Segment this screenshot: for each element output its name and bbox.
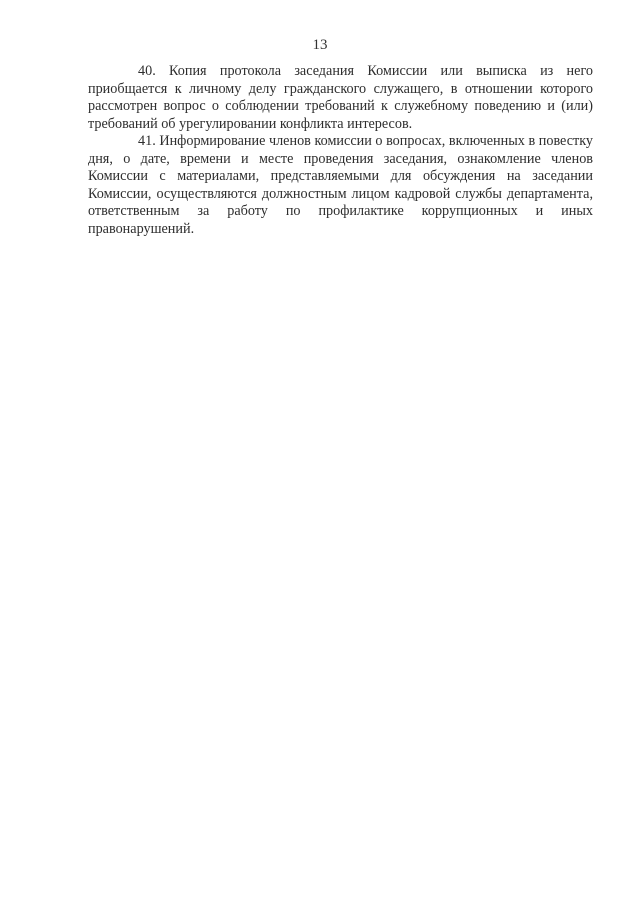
document-body [88, 63, 593, 238]
paragraph-40: 40. Копия протокола заседания Комиссии или выписка из него приобщается к личному делу гражданского служащего, в отношении которого рассмотрен вопрос о соблюдении требований к служебному поведению и (или) требований об урегулировании конфликта интересов. [88, 63, 593, 132]
page-number: 13 [312, 37, 328, 53]
paragraph-41: 41. Информирование членов комиссии о вопросах, включенных в повестку дня, о дате, времени и месте проведения заседания, ознакомление членов Комиссии с материалами, представляемыми для обсуждения на заседании Комиссии, осуществляются должностным лицом кадровой службы департамента, ответственным за работу по профилактике коррупционных и иных правонарушений. [88, 133, 593, 237]
